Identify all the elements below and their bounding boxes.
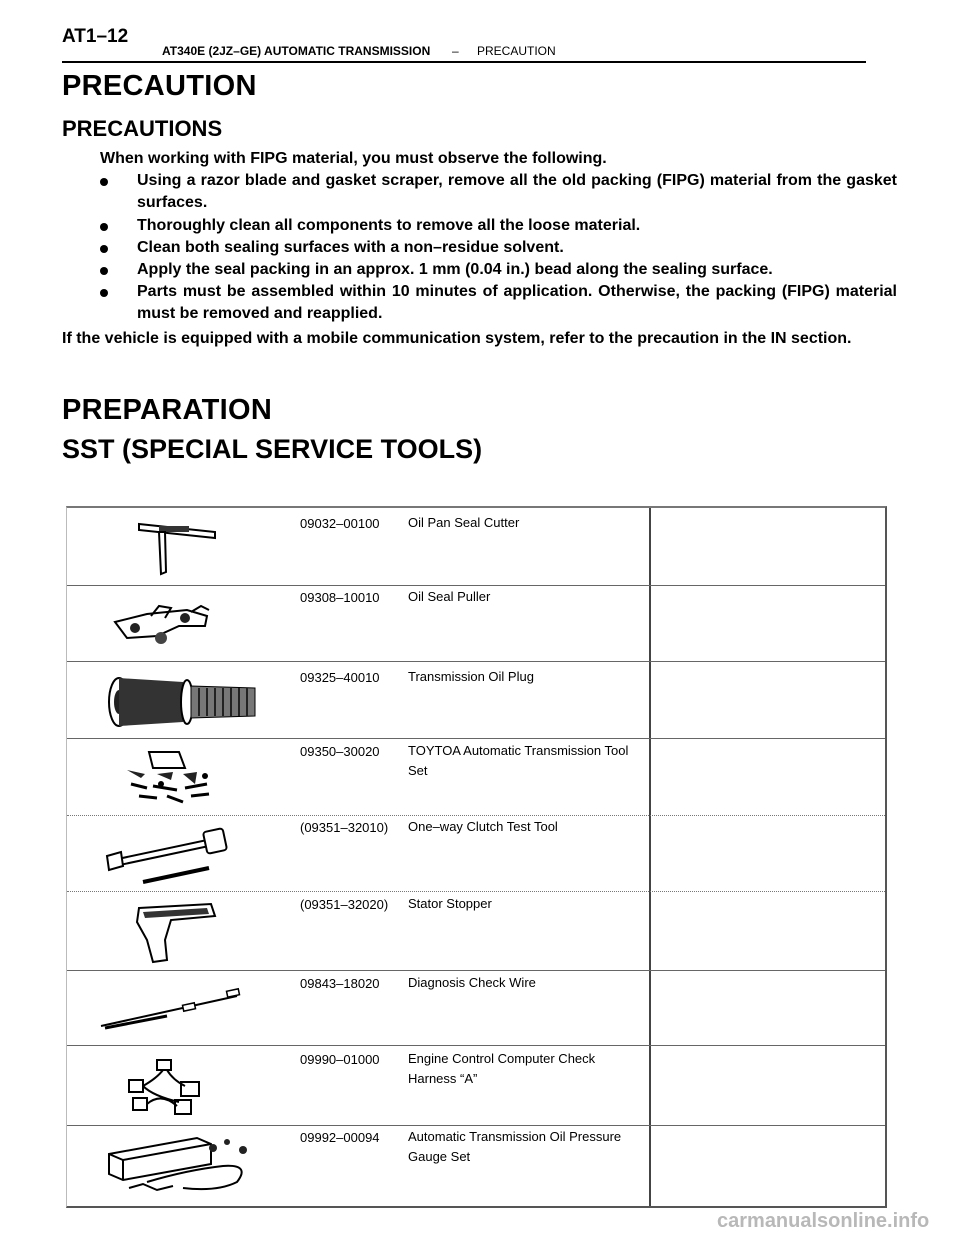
check-wire-icon [87, 976, 257, 1042]
tool-name: Diagnosis Check Wire [408, 975, 536, 990]
tool-code: 09990–01000 [300, 1052, 380, 1067]
bullet-item: Parts must be assembled within 10 minutes of application. Otherwise, the packing (FIPG) material must be removed and reapplied. [137, 283, 897, 322]
pressure-gauge-set-icon [87, 1130, 257, 1196]
stator-stopper-icon [87, 900, 257, 966]
bullet-item: Using a razor blade and gasket scraper, remove all the old packing (FIPG) material from the gasket surfaces. [137, 172, 897, 211]
tool-name: Engine Control Computer Check Harness “A” [408, 1051, 596, 1086]
tool-code: (09351–32020) [300, 897, 389, 912]
bullet-item: Apply the seal packing in an approx. 1 mm (0.04 in.) bead along the sealing surface. [137, 261, 773, 278]
harness-icon [87, 1052, 257, 1118]
row-divider [67, 661, 885, 662]
tool-name: Automatic Transmission Oil Pressure Gauge Set [408, 1129, 622, 1164]
clutch-test-tool-icon [87, 822, 257, 888]
bullet-dot-icon [100, 245, 108, 253]
tool-set-icon [87, 744, 257, 810]
precautions-subtitle: PRECAUTIONS [62, 116, 223, 141]
row-divider [67, 585, 885, 586]
row-divider [67, 970, 885, 971]
tool-name: Transmission Oil Plug [408, 669, 534, 684]
running-section: PRECAUTION [477, 44, 556, 58]
watermark: carmanualsonline.info [717, 1210, 930, 1232]
sst-subtitle: SST (SPECIAL SERVICE TOOLS) [62, 434, 483, 464]
tool-name: Oil Pan Seal Cutter [408, 515, 520, 530]
tool-code: (09351–32010) [300, 820, 389, 835]
seal-puller-icon [87, 592, 257, 658]
bullet-item: Clean both sealing surfaces with a non–residue solvent. [137, 239, 564, 256]
row-divider [67, 815, 885, 816]
running-separator: – [452, 44, 459, 58]
column-divider [649, 508, 651, 1206]
page-code: AT1–12 [62, 26, 129, 47]
oil-plug-icon [87, 668, 257, 734]
precaution-title: PRECAUTION [62, 70, 257, 102]
bullet-dot-icon [100, 223, 108, 231]
tool-name: TOYTOA Automatic Transmission Tool Set [408, 743, 629, 778]
bullet-dot-icon [100, 267, 108, 275]
mobile-system-note: If the vehicle is equipped with a mobile communication system, refer to the precaution in the IN section. [62, 330, 852, 347]
tool-name: Oil Seal Puller [408, 589, 491, 604]
tool-code: 09308–10010 [300, 590, 380, 605]
running-header [62, 24, 866, 63]
bullet-dot-icon [100, 178, 108, 186]
preparation-title: PREPARATION [62, 394, 273, 426]
tool-code: 09992–00094 [300, 1130, 380, 1145]
bullet-dot-icon [100, 289, 108, 297]
row-divider [67, 738, 885, 739]
tool-code: 09350–30020 [300, 744, 380, 759]
sst-table [66, 506, 887, 1208]
row-divider [67, 891, 885, 892]
row-divider [67, 1045, 885, 1046]
t-handle-cutter-icon [87, 514, 257, 580]
tool-name: One–way Clutch Test Tool [408, 819, 558, 834]
row-divider [67, 1125, 885, 1126]
bullet-item: Thoroughly clean all components to remove all the loose material. [137, 217, 641, 234]
tool-name: Stator Stopper [408, 896, 492, 911]
tool-code: 09325–40010 [300, 670, 380, 685]
intro-text: When working with FIPG material, you must observe the following. [100, 150, 607, 167]
tool-code: 09032–00100 [300, 516, 380, 531]
tool-code: 09843–18020 [300, 976, 380, 991]
running-title: AT340E (2JZ–GE) AUTOMATIC TRANSMISSION [162, 44, 431, 58]
